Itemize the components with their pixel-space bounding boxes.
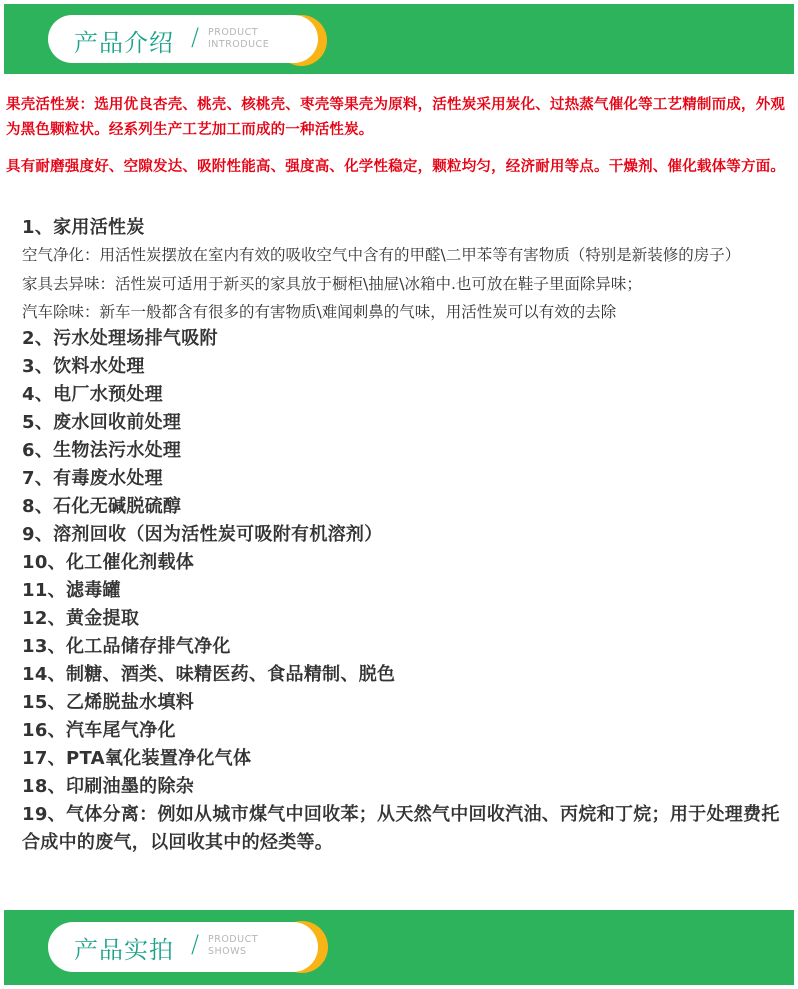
list-subitem: 家具去异味：活性炭可适用于新买的家具放于橱柜\抽屉\冰箱中.也可放在鞋子里面除异味； [22, 275, 642, 293]
list-item: 6、生物法污水处理 [22, 440, 182, 461]
list-subitem: 空气净化：用活性炭摆放在室内有效的吸收空气中含有的甲醛\二甲苯等有害物质（特别是新装修的房子） [22, 246, 741, 264]
list-item: 15、乙烯脱盐水填料 [22, 692, 195, 713]
list-item: 4、电厂水预处理 [22, 384, 163, 405]
list-item: 10、化工催化剂载体 [22, 552, 195, 573]
section-banner-shows [4, 910, 794, 985]
section-subtitle-en [208, 27, 269, 51]
section-title: 产品实拍 [74, 936, 174, 964]
list-item: 8、石化无碱脱硫醇 [22, 496, 182, 517]
section-subtitle-en [208, 934, 258, 958]
subtitle-line-2: INTRODUCE [208, 39, 270, 50]
subtitle-line-1: PRODUCT [208, 934, 259, 945]
list-item: 19、气体分离：例如从城市煤气中回收苯；从天然气中回收汽油、丙烷和丁烷；用于处理费托合成中的废气，以回收其中的烃类等。 [22, 804, 780, 853]
subtitle-line-1: PRODUCT [208, 27, 259, 38]
list-item: 2、污水处理场排气吸附 [22, 328, 218, 349]
list-item: 16、汽车尾气净化 [22, 720, 176, 741]
list-item: 9、溶剂回收（因为活性炭可吸附有机溶剂） [22, 524, 383, 545]
list-item: 5、废水回收前处理 [22, 412, 182, 433]
intro-paragraph-2: 具有耐磨强度好、空隙发达、吸附性能高、强度高、化学性稳定，颗粒均匀，经济耐用等点。干燥剂、催化载体等方面。 [6, 159, 786, 175]
list-item: 18、印刷油墨的除杂 [22, 776, 195, 797]
list-item: 13、化工品储存排气净化 [22, 636, 231, 657]
list-item: 17、PTA氧化装置净化气体 [22, 748, 252, 769]
intro-paragraph-1: 果壳活性炭：选用优良杏壳、桃壳、核桃壳、枣壳等果壳为原料，活性炭采用炭化、过热蒸气催化等工艺精制而成，外观为黑色颗粒状。经系列生产工艺加工而成的一种活性炭。 [6, 97, 786, 138]
section-title-pill [48, 922, 318, 972]
title-slash: / [191, 930, 200, 958]
section-banner-introduce [4, 4, 794, 74]
section-title-pill [48, 15, 318, 63]
list-item: 3、饮料水处理 [22, 356, 145, 377]
list-heading-item-1: 1、家用活性炭 [22, 217, 145, 238]
subtitle-line-2: SHOWS [208, 946, 247, 957]
list-item: 12、黄金提取 [22, 608, 140, 629]
application-list [22, 213, 782, 857]
list-subitem: 汽车除味：新车一般都含有很多的有害物质\难闻刺鼻的气味，用活性炭可以有效的去除 [22, 303, 617, 321]
list-item: 11、滤毒罐 [22, 580, 121, 601]
list-item: 14、制糖、酒类、味精医药、食品精制、脱色 [22, 664, 396, 685]
list-item: 7、有毒废水处理 [22, 468, 163, 489]
title-slash: / [191, 23, 200, 51]
section-title: 产品介绍 [74, 29, 174, 57]
